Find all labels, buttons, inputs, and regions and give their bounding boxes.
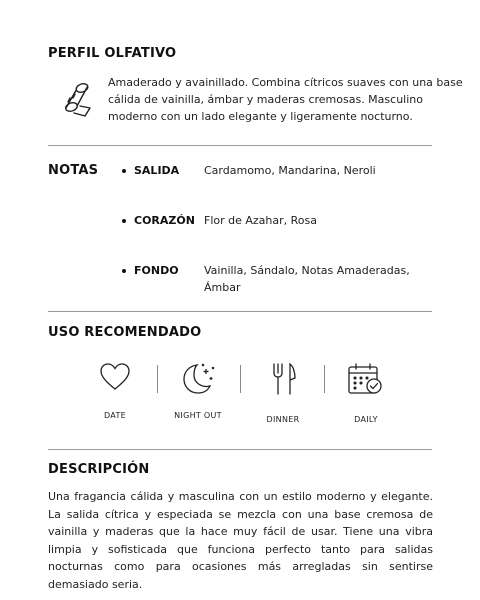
bullet <box>122 269 126 273</box>
use-label-dinner: DINNER <box>266 415 300 424</box>
descripcion-text: Una fragancia cálida y masculina con un estilo moderno y elegante. La salida cítrica y especiada se mezcla con una base cremosa de vainilla y maderas que la hace muy fácil de usar. Tiene una vibra limpia y sofisticada que funciona perfecto tanto para salidas nocturnas como para ocasiones más arregladas sin sentirse demasiado seria. <box>48 490 433 591</box>
use-night-out <box>168 362 228 421</box>
divider <box>48 145 432 146</box>
use-dinner <box>253 362 313 425</box>
bullet <box>122 219 126 223</box>
note-value-salida: Cardamomo, Mandarina, Neroli <box>204 164 376 177</box>
use-label-night-out: NIGHT OUT <box>174 411 222 420</box>
wood-log-icon <box>60 80 96 120</box>
note-value-corazon: Flor de Azahar, Rosa <box>204 214 317 227</box>
use-daily <box>336 362 396 425</box>
use-label-date: DATE <box>103 411 126 420</box>
use-date <box>85 362 145 421</box>
descripcion-heading: DESCRIPCIÓN <box>48 462 150 477</box>
divider <box>48 449 432 450</box>
note-name-salida: SALIDA <box>134 164 180 177</box>
heart-icon <box>99 362 131 392</box>
separator <box>324 365 325 393</box>
separator <box>240 365 241 393</box>
uso-heading: USO RECOMENDADO <box>48 325 202 340</box>
note-name-fondo: FONDO <box>134 264 179 277</box>
divider <box>48 311 432 312</box>
use-label-daily: DAILY <box>354 415 378 424</box>
perfil-heading: PERFIL OLFATIVO <box>48 46 177 61</box>
calendar-check-icon <box>347 362 385 396</box>
perfil-text: Amaderado y avainillado. Combina cítricos suaves con una base cálida de vainilla, ámbar y maderas cremosas. Masculino moderno con un lado elegante y ligeramente nocturno. <box>108 76 463 123</box>
note-name-corazon: CORAZÓN <box>134 214 195 227</box>
separator <box>157 365 158 393</box>
bullet <box>122 169 126 173</box>
notas-heading: NOTAS <box>48 163 99 178</box>
note-value-fondo: Vainilla, Sándalo, Notas Amaderadas, Ámbar <box>204 264 410 294</box>
fork-knife-icon <box>268 362 298 396</box>
moon-stars-icon <box>180 362 216 396</box>
